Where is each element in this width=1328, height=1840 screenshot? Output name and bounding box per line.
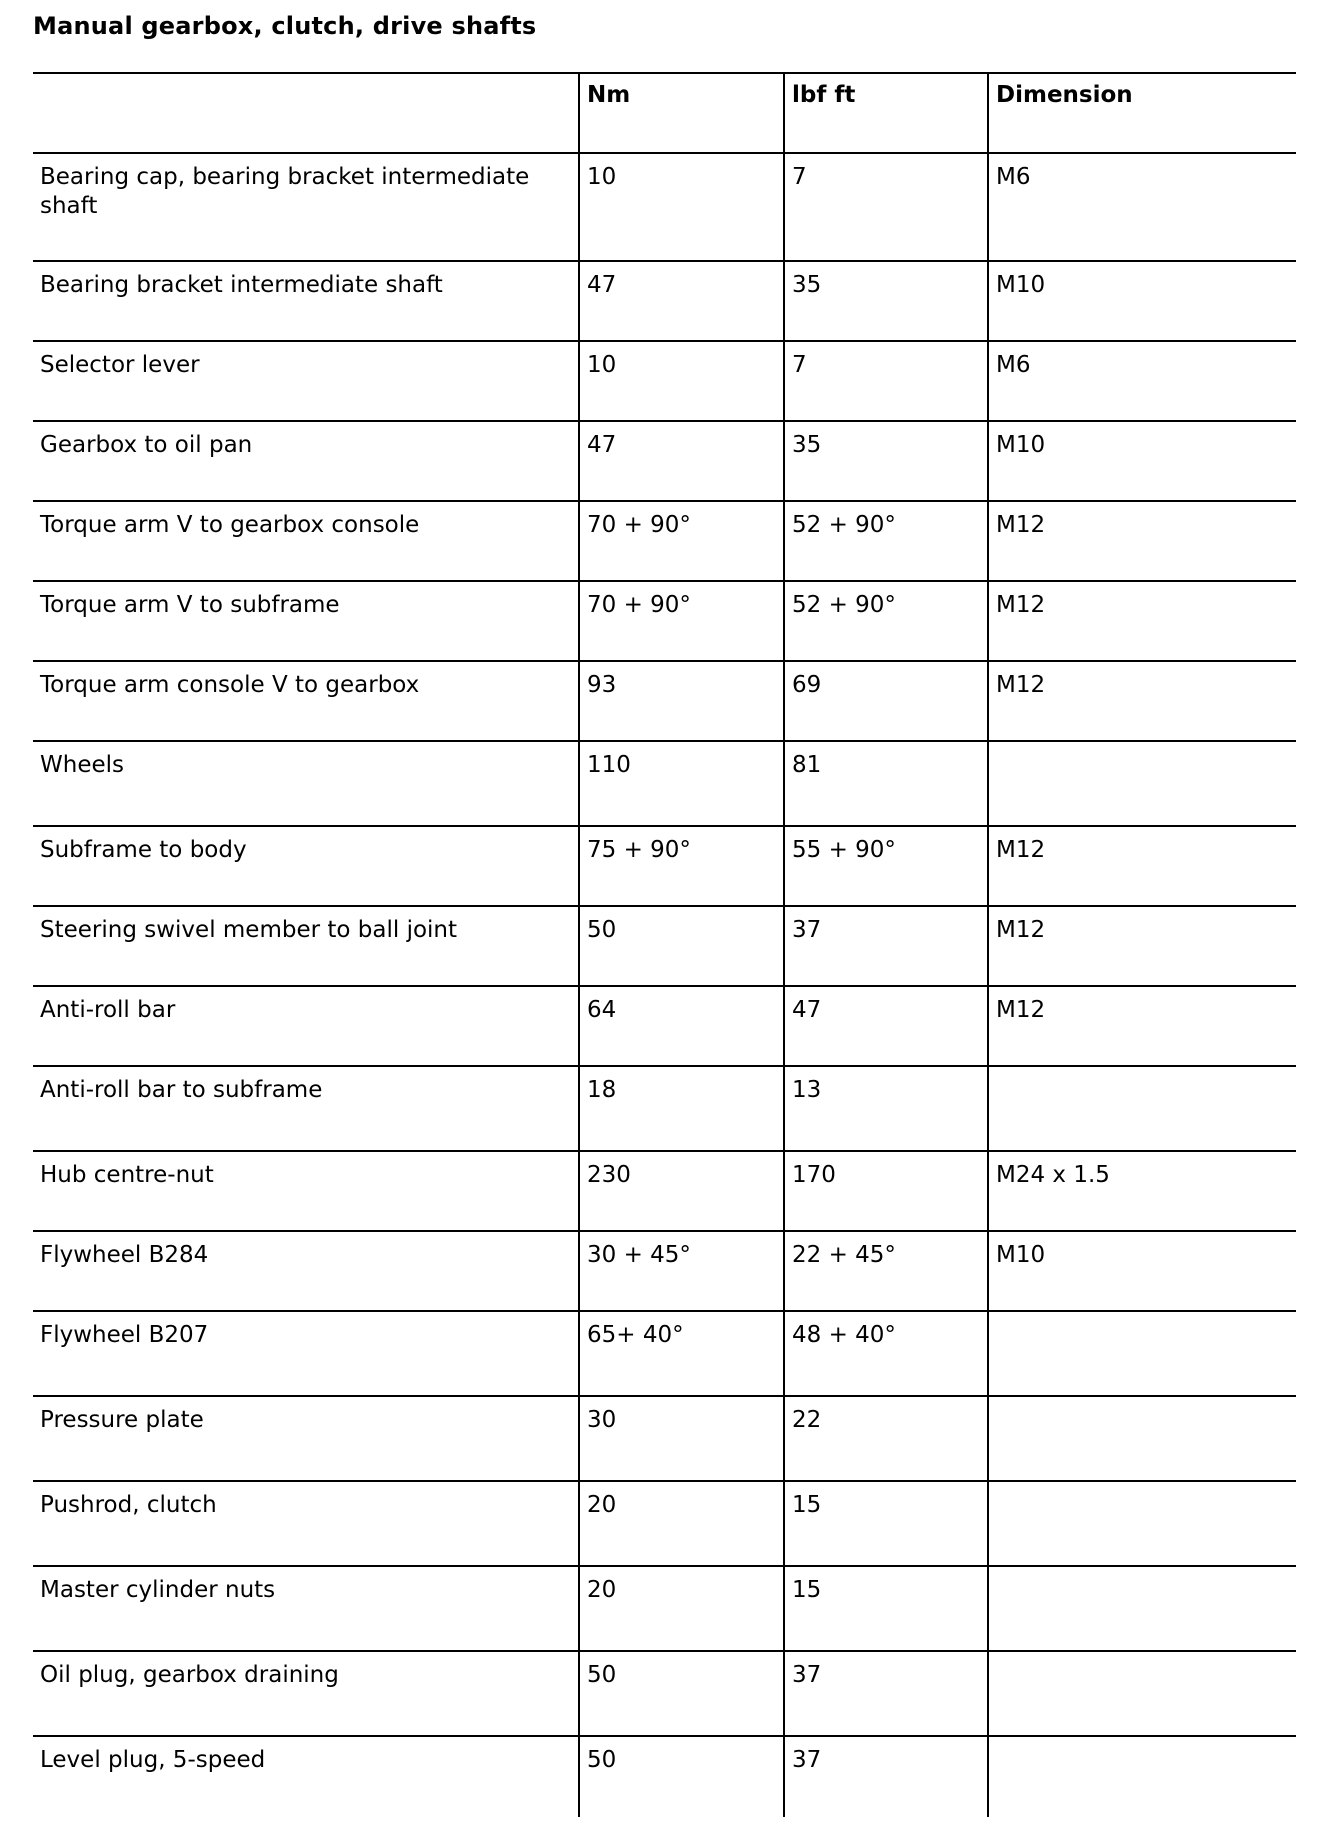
cell-nm: 93 [579,661,784,741]
cell-item: Steering swivel member to ball joint [33,906,579,986]
cell-dimension [988,1311,1296,1396]
table-row [33,261,1296,341]
table-row [33,501,1296,581]
cell-lbf-ft: 69 [784,661,988,741]
cell-lbf-ft: 22 + 45° [784,1231,988,1311]
torque-spec-table [33,72,1296,1817]
header-nm: Nm [579,73,784,153]
cell-nm: 47 [579,421,784,501]
table-row [33,661,1296,741]
cell-item: Flywheel B284 [33,1231,579,1311]
cell-lbf-ft: 55 + 90° [784,826,988,906]
cell-nm: 50 [579,906,784,986]
cell-dimension [988,1481,1296,1566]
header-dimension: Dimension [988,73,1296,153]
table-row [33,741,1296,826]
cell-item: Master cylinder nuts [33,1566,579,1651]
cell-dimension [988,1651,1296,1736]
table-row [33,341,1296,421]
cell-item: Bearing bracket intermediate shaft [33,261,579,341]
cell-item: Torque arm V to gearbox console [33,501,579,581]
cell-dimension: M24 x 1.5 [988,1151,1296,1231]
cell-lbf-ft: 37 [784,1651,988,1736]
cell-item: Anti-roll bar [33,986,579,1066]
table-row [33,1396,1296,1481]
table-row [33,1066,1296,1151]
cell-nm: 30 + 45° [579,1231,784,1311]
cell-lbf-ft: 52 + 90° [784,501,988,581]
table-row [33,1231,1296,1311]
cell-nm: 64 [579,986,784,1066]
cell-item: Wheels [33,741,579,826]
cell-lbf-ft: 7 [784,341,988,421]
cell-item: Flywheel B207 [33,1311,579,1396]
cell-nm: 50 [579,1736,784,1817]
table-row [33,986,1296,1066]
table-row [33,1566,1296,1651]
cell-lbf-ft: 22 [784,1396,988,1481]
cell-lbf-ft: 37 [784,906,988,986]
table-header-row [33,73,1296,153]
cell-dimension [988,1396,1296,1481]
cell-dimension: M12 [988,826,1296,906]
cell-item: Torque arm V to subframe [33,581,579,661]
page-title: Manual gearbox, clutch, drive shafts [33,12,537,40]
header-item [33,73,579,153]
cell-dimension [988,741,1296,826]
cell-dimension [988,1066,1296,1151]
cell-dimension [988,1566,1296,1651]
cell-dimension: M12 [988,986,1296,1066]
cell-lbf-ft: 35 [784,421,988,501]
cell-nm: 10 [579,153,784,261]
cell-nm: 70 + 90° [579,501,784,581]
cell-nm: 47 [579,261,784,341]
table-row [33,906,1296,986]
cell-dimension: M6 [988,341,1296,421]
cell-dimension [988,1736,1296,1817]
cell-dimension: M12 [988,661,1296,741]
cell-item: Hub centre-nut [33,1151,579,1231]
cell-lbf-ft: 13 [784,1066,988,1151]
cell-item: Torque arm console V to gearbox [33,661,579,741]
cell-dimension: M10 [988,421,1296,501]
cell-item: Pushrod, clutch [33,1481,579,1566]
cell-dimension: M10 [988,261,1296,341]
cell-nm: 110 [579,741,784,826]
table-row [33,153,1296,261]
cell-nm: 70 + 90° [579,581,784,661]
table-row [33,1481,1296,1566]
cell-lbf-ft: 48 + 40° [784,1311,988,1396]
cell-nm: 65+ 40° [579,1311,784,1396]
cell-item: Gearbox to oil pan [33,421,579,501]
cell-item: Anti-roll bar to subframe [33,1066,579,1151]
table-row [33,1651,1296,1736]
cell-nm: 18 [579,1066,784,1151]
cell-lbf-ft: 52 + 90° [784,581,988,661]
cell-item: Selector lever [33,341,579,421]
cell-item: Bearing cap, bearing bracket intermediate shaft [33,153,579,261]
table-row [33,1151,1296,1231]
cell-lbf-ft: 35 [784,261,988,341]
cell-item: Oil plug, gearbox draining [33,1651,579,1736]
table-row [33,421,1296,501]
cell-dimension: M10 [988,1231,1296,1311]
cell-lbf-ft: 170 [784,1151,988,1231]
cell-nm: 10 [579,341,784,421]
header-lbf-ft: lbf ft [784,73,988,153]
table-row [33,826,1296,906]
table-row [33,1736,1296,1817]
table-row [33,1311,1296,1396]
cell-lbf-ft: 15 [784,1481,988,1566]
cell-nm: 75 + 90° [579,826,784,906]
cell-dimension: M12 [988,501,1296,581]
table-row [33,581,1296,661]
cell-nm: 20 [579,1566,784,1651]
cell-item: Level plug, 5-speed [33,1736,579,1817]
cell-dimension: M12 [988,906,1296,986]
cell-nm: 50 [579,1651,784,1736]
cell-nm: 20 [579,1481,784,1566]
cell-dimension: M12 [988,581,1296,661]
cell-item: Subframe to body [33,826,579,906]
cell-lbf-ft: 15 [784,1566,988,1651]
cell-nm: 230 [579,1151,784,1231]
cell-lbf-ft: 7 [784,153,988,261]
cell-lbf-ft: 81 [784,741,988,826]
cell-dimension: M6 [988,153,1296,261]
cell-item: Pressure plate [33,1396,579,1481]
cell-lbf-ft: 37 [784,1736,988,1817]
cell-lbf-ft: 47 [784,986,988,1066]
cell-nm: 30 [579,1396,784,1481]
